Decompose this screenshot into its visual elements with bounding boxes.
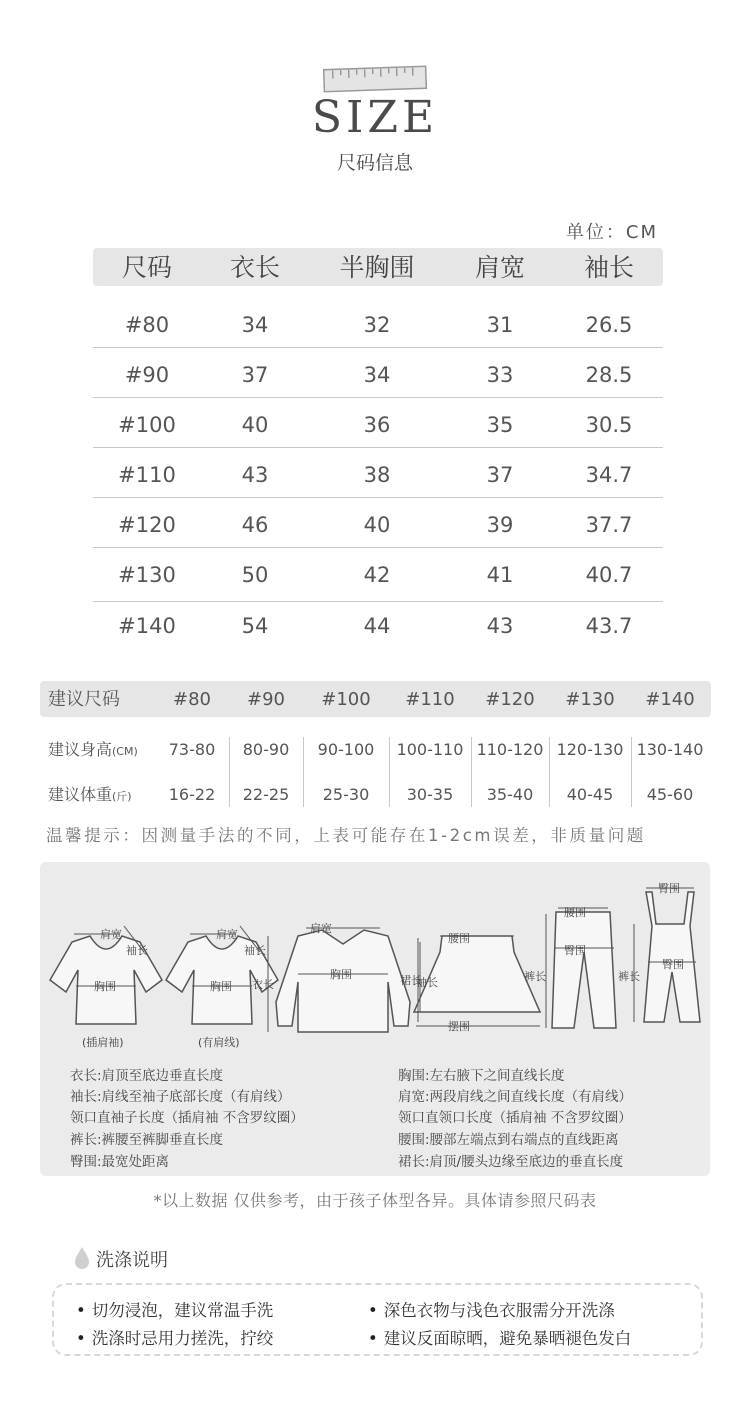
note-left: 衣长:肩顶至底边垂直长度 xyxy=(70,1068,224,1084)
weight-row xyxy=(40,775,711,815)
note-left: 袖长:肩线至袖子底部长度（有肩线） xyxy=(70,1089,291,1105)
weight-cell: 22-25 xyxy=(242,785,290,804)
column-divider xyxy=(389,737,390,807)
unit-label: 单位：CM xyxy=(565,222,658,243)
table-cell: 32 xyxy=(363,313,391,337)
rec-size-cell: #80 xyxy=(173,689,211,710)
note-right: 胸围:左右腋下之间直线长度 xyxy=(398,1068,565,1084)
table-cell: 35 xyxy=(486,413,514,437)
sleeve-label: 袖长 xyxy=(244,944,266,957)
note-right: 腰围:腰部左端点到右端点的直线距离 xyxy=(398,1132,619,1148)
skirt-length-label: 裙长 xyxy=(400,974,422,987)
table-cell: 50 xyxy=(241,563,269,587)
rec-size-cell: #90 xyxy=(247,689,285,710)
rec-size-cell: #120 xyxy=(485,689,535,710)
header-cell: 半胸围 xyxy=(339,253,415,282)
table-cell: 37.7 xyxy=(585,513,633,537)
height-cell: 100-110 xyxy=(396,740,464,759)
height-label: 建议身高(CM) xyxy=(48,740,138,759)
column-divider xyxy=(471,737,472,807)
note-right: 肩宽:两段肩线之间直线长度（有肩线） xyxy=(398,1089,633,1105)
length-label: 衣长 xyxy=(252,978,274,991)
height-cell: 120-130 xyxy=(556,740,624,759)
table-cell: #100 xyxy=(118,413,176,437)
table-cell: 44 xyxy=(363,614,391,638)
table-cell: 54 xyxy=(241,614,269,638)
table-row xyxy=(93,299,663,349)
row-divider xyxy=(93,447,663,448)
shoulder-seam-caption: (有肩线) xyxy=(198,1036,240,1049)
header-cell: 衣长 xyxy=(229,253,280,282)
hip-label: 臀围 xyxy=(658,882,680,895)
pants-length-label: 裤长 xyxy=(618,970,640,983)
height-row xyxy=(40,730,711,770)
wash-item: • 深色衣物与浅色衣服需分开洗涤 xyxy=(368,1297,615,1321)
weight-cell: 35-40 xyxy=(486,785,534,804)
wash-instructions-box xyxy=(52,1283,703,1356)
table-row xyxy=(93,349,663,399)
table-row xyxy=(93,549,663,599)
note-left: 领口直袖子长度（插肩袖 不含罗纹圈） xyxy=(70,1110,304,1126)
weight-label: 建议体重(斤) xyxy=(48,785,132,804)
note-right: 裙长:肩顶/腰头边缘至底边的垂直长度 xyxy=(398,1154,624,1170)
height-cell: 80-90 xyxy=(242,740,290,759)
table-cell: 42 xyxy=(363,563,391,587)
table-cell: #140 xyxy=(118,614,176,638)
water-drop-icon xyxy=(72,1246,92,1270)
chest-label: 胸围 xyxy=(330,968,352,981)
rec-size-cell: #140 xyxy=(645,689,695,710)
size-subtitle: 尺码信息 xyxy=(336,152,413,174)
table-row xyxy=(93,499,663,549)
row-divider xyxy=(93,347,663,348)
table-cell: 33 xyxy=(486,363,514,387)
wash-item: • 切勿浸泡，建议常温手洗 xyxy=(76,1297,273,1321)
garment-diagrams xyxy=(40,862,710,1062)
table-cell: 34.7 xyxy=(585,463,633,487)
rec-size-cell: #100 xyxy=(321,689,371,710)
note-left: 裤长:裤腰至裤脚垂直长度 xyxy=(70,1132,224,1148)
shoulder-label: 肩宽 xyxy=(100,928,122,941)
recommend-size-label: 建议尺码 xyxy=(48,689,120,710)
height-cell: 130-140 xyxy=(636,740,704,759)
note-right: 领口直领口长度（插肩袖 不含罗纹圈） xyxy=(398,1110,632,1126)
table-cell: 26.5 xyxy=(585,313,633,337)
table-cell: #130 xyxy=(118,563,176,587)
table-cell: 43.7 xyxy=(585,614,633,638)
header-cell: 袖长 xyxy=(583,253,634,282)
table-cell: 40.7 xyxy=(585,563,633,587)
table-cell: 41 xyxy=(486,563,514,587)
waist-label: 腰围 xyxy=(564,906,586,919)
weight-cell: 40-45 xyxy=(566,785,614,804)
rec-size-cell: #130 xyxy=(565,689,615,710)
rec-size-cell: #110 xyxy=(405,689,455,710)
weight-cell: 30-35 xyxy=(406,785,454,804)
hip-label: 臀围 xyxy=(662,958,684,971)
pants-icon xyxy=(552,912,616,1028)
shoulder-label: 肩宽 xyxy=(310,922,332,935)
table-row xyxy=(93,600,663,650)
height-cell: 90-100 xyxy=(317,740,375,759)
table-cell: #110 xyxy=(118,463,176,487)
waist-label: 腰围 xyxy=(448,932,470,945)
wash-title: 洗涤说明 xyxy=(96,1250,168,1271)
header-cell: 肩宽 xyxy=(474,253,525,282)
table-cell: 38 xyxy=(363,463,391,487)
weight-cell: 45-60 xyxy=(646,785,694,804)
ruler-icon xyxy=(323,64,427,94)
table-cell: 43 xyxy=(241,463,269,487)
table-cell: 40 xyxy=(363,513,391,537)
reference-note: *以上数据 仅供参考，由于孩子体型各异。具体请参照尺码表 xyxy=(153,1191,597,1210)
size-title: SIZE xyxy=(311,92,439,143)
size-table-header xyxy=(93,248,663,286)
shoulder-label: 肩宽 xyxy=(216,928,238,941)
sleeve-label: 袖长 xyxy=(416,976,438,989)
table-cell: 37 xyxy=(486,463,514,487)
hem-label: 摆围 xyxy=(448,1020,470,1033)
measurement-diagram-panel xyxy=(40,862,710,1176)
table-cell: 28.5 xyxy=(585,363,633,387)
sleeve-label: 袖长 xyxy=(126,944,148,957)
table-row xyxy=(93,399,663,449)
table-row xyxy=(93,449,663,499)
chest-label: 胸围 xyxy=(210,980,232,993)
table-cell: 40 xyxy=(241,413,269,437)
table-cell: 43 xyxy=(486,614,514,638)
row-divider xyxy=(93,547,663,548)
weight-cell: 25-30 xyxy=(322,785,370,804)
row-divider xyxy=(93,397,663,398)
header-cell: 尺码 xyxy=(121,253,172,282)
table-cell: 46 xyxy=(241,513,269,537)
table-cell: 31 xyxy=(486,313,514,337)
table-cell: 34 xyxy=(241,313,269,337)
weight-cell: 16-22 xyxy=(168,785,216,804)
wash-item: • 洗涤时忌用力搓洗，拧绞 xyxy=(76,1325,273,1349)
height-cell: 73-80 xyxy=(168,740,216,759)
column-divider xyxy=(303,737,304,807)
hip-label: 臀围 xyxy=(564,944,586,957)
table-cell: #80 xyxy=(124,313,170,337)
wash-item: • 建议反面晾晒，避免暴晒褪色发白 xyxy=(368,1325,631,1349)
row-divider xyxy=(93,497,663,498)
height-cell: 110-120 xyxy=(476,740,544,759)
table-cell: #90 xyxy=(124,363,170,387)
measurement-tip: 温馨提示：因测量手法的不同，上表可能存在1-2cm误差，非质量问题 xyxy=(46,826,646,845)
pants-length-label: 裤长 xyxy=(524,970,546,983)
table-cell: #120 xyxy=(118,513,176,537)
table-cell: 36 xyxy=(363,413,391,437)
table-cell: 30.5 xyxy=(585,413,633,437)
note-left: 臀围:最宽处距离 xyxy=(70,1154,170,1170)
chest-label: 胸围 xyxy=(94,980,116,993)
raglan-caption: (插肩袖) xyxy=(82,1036,124,1049)
table-cell: 34 xyxy=(363,363,391,387)
column-divider xyxy=(229,737,230,807)
column-divider xyxy=(631,737,632,807)
recommendation-header xyxy=(40,681,711,717)
column-divider xyxy=(549,737,550,807)
table-cell: 37 xyxy=(241,363,269,387)
table-cell: 39 xyxy=(486,513,514,537)
